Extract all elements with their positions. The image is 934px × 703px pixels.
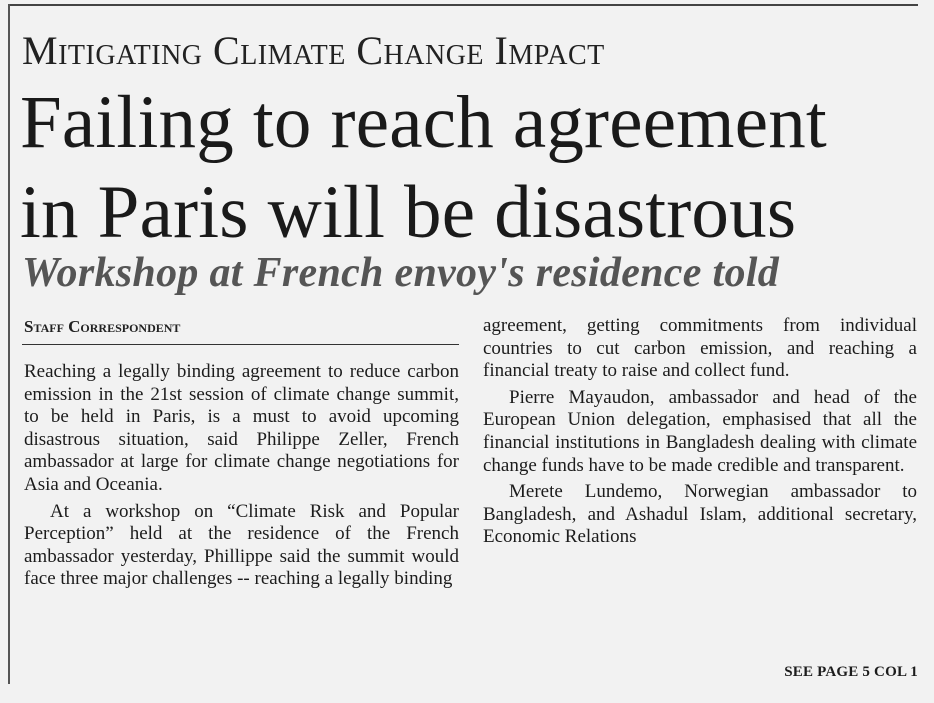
frame-left-rule xyxy=(8,4,10,684)
continuation-label: SEE PAGE 5 COL 1 xyxy=(784,664,918,680)
paragraph: At a workshop on “Climate Risk and Popular Perception” held at the residence of the French ambassador yesterday, Phillippe said the summit would face three major challenges -- reaching a legally binding xyxy=(24,500,459,590)
article-column-left xyxy=(24,361,459,591)
article-headline xyxy=(20,78,920,258)
article-subhead: Workshop at French envoy's residence told xyxy=(22,250,780,296)
paragraph: Pierre Mayaudon, ambassador and head of the European Union delegation, emphasised that all the financial institutions in Bangladesh dealing with climate change funds have to be made credible and transparent. xyxy=(483,386,917,476)
article-column-right xyxy=(483,315,917,549)
frame-top-rule xyxy=(8,4,918,6)
paragraph: Merete Lundemo, Norwegian ambassador to Bangladesh, and Ashadul Islam, additional secretary, Economic Relations xyxy=(483,481,917,548)
paragraph: Reaching a legally binding agreement to reduce carbon emission in the 21st session of climate change summit, to be held in Paris, is a must to avoid upcoming disastrous situation, said Philippe Zeller, French ambassador at large for climate change negotiations for Asia and Oceania. xyxy=(24,361,459,495)
byline-rule xyxy=(22,344,459,345)
article-kicker: Mitigating Climate Change Impact xyxy=(22,28,605,73)
byline: Staff Correspondent xyxy=(24,317,181,336)
paragraph: agreement, getting commitments from individual countries to cut carbon emission, and reaching a financial treaty to raise and collect fund. xyxy=(483,315,917,382)
headline-line-2: in Paris will be disastrous xyxy=(20,171,797,254)
headline-line-1: Failing to reach agreement xyxy=(20,81,827,164)
